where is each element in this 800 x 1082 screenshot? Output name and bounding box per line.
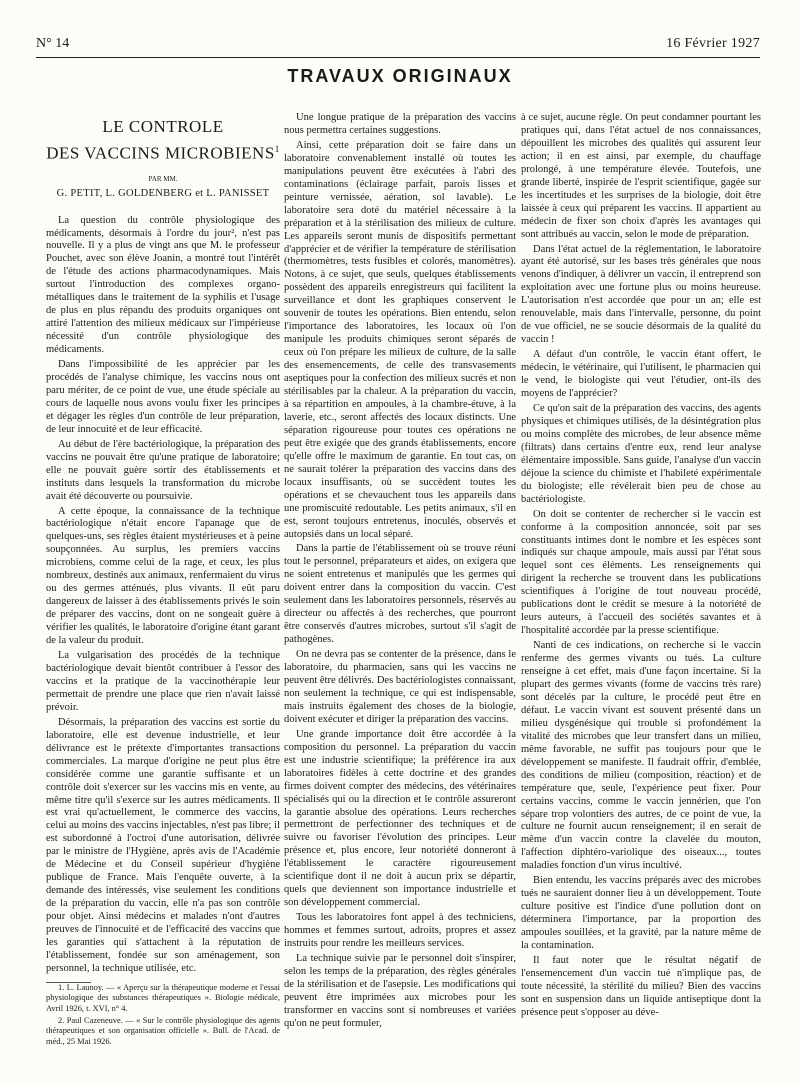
issue-date: 16 Février 1927: [666, 36, 760, 51]
running-header: [36, 36, 760, 56]
paragraph: Il faut noter que le résultat négatif de l'ensemencement d'un vaccin tué n'implique pas, de toute nécessité, la stérilité du milieu? Bien des vaccins sont en suspension dans un liquide antiseptique dont la présence peut s'opposer au déve-: [521, 955, 761, 1018]
paragraph: On ne devra pas se contenter de la présence, dans le laboratoire, du pharmacien, sans qui les vaccins ne peuvent être délivrés. Des bactériologistes connaissant, non seulement la technique, ce qui est indispensable, mais instruits également des choses de la biologie, doivent exécuter et diriger la préparation des vaccins.: [284, 649, 516, 725]
paragraph: Une grande importance doit être accordée à la composition du personnel. La préparation du vaccin est une industrie scientifique; la préférence ira aux laboratoires fidèles à cette doctrine et des grandes firmes doivent compter des médecins, des vétérinaires spécialisés qui ou la direction et le contrôle assureront la garantie absolue des opérations. Leurs recherches permettront de perfectionner des techniques et de suivre ou favoriser l'évolution des principes. Leur présence et, plus encore, leur notoriété donneront à l'établissement le caractère rigoureusement scientifique dont il ne doit à aucun prix se départir, quels que deviennent son importance industrielle et son développement commercial.: [284, 728, 516, 909]
paragraph: Au début de l'ère bactériologique, la préparation des vaccins ne pouvait être qu'une pratique de laboratoire; elle ne pouvait guère sortir des établissements et instituts dans lesquels la transformation du microbe avait été découverte ou poursuivie.: [46, 438, 280, 502]
paragraph: Dans l'impossibilité de les apprécier par les procédés de l'analyse chimique, les vaccins nous ont paru mériter, de ce point de vue, une étude spéciale au cours de laquelle nous avons voulu fixer les principes et dégager les règles d'un contrôle de leur préparation, de leur innocuité et de leur efficacité.: [46, 359, 280, 435]
section-title: TRAVAUX ORIGINAUX: [287, 66, 513, 86]
authors: G. PETIT, L. GOLDENBERG et L. PANISSET: [56, 187, 270, 199]
paragraph: A défaut d'un contrôle, le vaccin étant offert, le médecin, le vétérinaire, qui l'utilisent, le pharmacien qui le vend, le biologiste qui veut l'étudier, ont-ils des moyens de l'apprécier?: [521, 349, 761, 400]
byline-par: PAR MM.: [148, 174, 178, 183]
paragraph: Désormais, la préparation des vaccins est sortie du laboratoire, elle est devenue industrielle, et leur délivrance est le prétexte d'importantes transactions commerciales. La marque d'origine ne peut plus être considérée comme une garantie suffisante et un contrôle doit s'exercer sur les vaccins mis en vente, au même titre qu'il s'exerce sur les autres médicaments. Il est vrai qu'actuellement, le commerce des vaccins, celui au moins des vaccins injectables, n'est pas libre; il est subordonné à l'octroi d'une autorisation, délivrée par le ministre de l'Hygiène, après avis de l'Académie de Médecine et du Conseil supérieur d'hygiène publique de France. Mais l'enquête ouverte, à la demande des intéressés, vise seulement les conditions de la préparation du vaccin, elle n'a pas son contrôle pour objet. Ainsi médecins et malades n'ont d'autres preuves de l'innocuité et de l'efficacité des vaccins que les garanties qui s'attachent à la réputation de l'établissement, fondée sur son aménagement, son personnel, la technique utilisée, etc.: [46, 716, 280, 974]
paragraph: Bien entendu, les vaccins préparés avec des microbes tués ne sauraient donner lieu à un développement. Toute culture positive est l'indice d'une pollution dont on déterminera l'importance, par la proportion des ampoules souillées, et la gravité, par la nature même de la contamination.: [521, 875, 761, 952]
paragraph: La vulgarisation des procédés de la technique bactériologique devait bientôt contribuer à l'essor des vaccins et la pratique de la vaccinothérapie leur permettait de prendre une place que rien n'avait laissé prévoir.: [46, 650, 280, 713]
paragraph: à ce sujet, aucune règle. On peut condamner pourtant les pratiques qui, dans l'état actuel de nos connaissances, dépouillent les microbes des qualités qui assurent leur action; il en est ainsi, par exemple, du chauffage prolongé, à une température élevée. Toutefois, une grande liberté, inspirée de l'esprit scientifique, gagée sur les incertitudes et les surprises de la biologie, doit être laissée à ceux qui préparent les vaccins. Il appartient au médecin de fixer son choix d'après les avantages qui sont attribués au vaccin, selon le mode de préparation.: [521, 112, 761, 240]
footnote: 2. Paul Cazeneuve. — « Sur le contrôle physiologique des agents thérapeutiques et son organisation officielle ». Bull. de l'Acad. de méd., 25 Mai 1926.: [46, 1016, 280, 1046]
paragraph: Dans la partie de l'établissement où se trouve réuni tout le personnel, préparateurs et aides, on exigera que ne soient entretenus et manipulés que les germes qui doivent entrer dans la composition du vaccin. C'est seulement dans les laboratoires personnels, réservés au directeur ou affectés à des recherches, que pourront être conservés d'autres microbes, surtout s'il s'agit de pathogènes.: [284, 543, 516, 646]
article-title-line-1: LE CONTROLE: [102, 117, 224, 136]
issue-number: N° 14: [36, 36, 70, 51]
paragraph: Dans l'état actuel de la réglementation, le laboratoire ayant été autorisé, sur les bases très générales que nous venons d'indiquer, à délivrer un vaccin, il entreprend son exploitation avec une fortune plus ou moins heureuse. L'autorisation n'est accordée que pour un an; elle est renouvelable, mais dans l'intervalle, personne, du point de vue officiel, ne se soucie désormais de la qualité du vaccin !: [521, 243, 761, 346]
paragraph: Ce qu'on sait de la préparation des vaccins, des agents physiques et chimiques utilisés, de la désintégration plus ou moins complète des microbes, de leur absence même (filtrats) dans certains d'entre eux, rend leur analyse élémentaire impossible. Sans guide, l'analyse d'un vaccin déjoue la science du chimiste et l'habileté expérimentale du biologiste; elle révélerait bien peu de chose au bactériologiste.: [521, 402, 761, 505]
paragraph: La question du contrôle physiologique des médicaments, désormais à l'ordre du jour², n'est pas nouvelle. Il y a plus de vingt ans que M. le professeur Pouchet, avec son élève Joanin, a montré tout l'intérêt de l'étude des actions pharmacodynamiques. Mais surtout l'introduction des complexes organo-métalliques dans le traitement de la syphilis et l'usage de plus en plus répandu des produits organiques ont attiré l'attention des milieux médicaux sur l'impérieuse nécessité d'un contrôle physiologique des médicaments.: [46, 214, 280, 356]
title-footnote-marker: 1: [274, 144, 280, 154]
article-title-line-2: DES VACCINS MICROBIENS: [46, 143, 275, 163]
header-rule: [36, 57, 760, 58]
paragraph: On doit se contenter de rechercher si le vaccin est conforme à la composition annoncée, soit par ses constituants intimes dont le nombre et les espèces sont indiqués sur chaque ampoule, mais aussi par l'état sous lequel sont ces éléments. Les renseignements qui dirigent la recherche se trouvent dans les publications scientifiques à l'origine de tout nouveau procédé, publications dont le crédit se mesure à la notoriété de leurs auteurs, à l'accueil des sociétés savantes et à l'hospitalité accordée par la presse scientifique.: [521, 508, 761, 637]
footnote: 1. L. Launoy. — « Aperçu sur la thérapeutique moderne et l'essai physiologique des substances thérapeutiques ». Biologie médicale, Avril 1926, t. XVI, n° 4.: [46, 982, 280, 1013]
column-2: [284, 112, 516, 1072]
paragraph: Ainsi, cette préparation doit se faire dans un laboratoire convenablement installé où toutes les manipulations peuvent être exécutées à l'abri des contaminations (éclairage parfait, parois lisses et peinture vernissée, aération, sol lavable). Le laboratoire sera doté du matériel nécessaire à la préparation et à la stérilisation des milieux de culture. Les appareils seront munis de dispositifs permettant d'apprécier et de vérifier la température de stérilisation (thermomètres, tests fusibles et colorés, manomètres). Notons, à ce sujet, que seuls, quelques établissements possèdent des appareils enregistreurs qui facilitent la surveillance et dont les graphiques conservent le souvenir de toutes les opérations. Bien entendu, selon l'importance des laboratoires, les locaux où l'on manipule les produits chimiques seront séparés de ceux où l'on prépare les milieux de culture, de la salle des ensemencements, de celle des transvasements aseptiques pour la confection des milieux sucrés et non stérilisables par la chaleur. A la préparation du vaccin, à sa répartition en ampoules, à la chambre-étuve, à la laverie, etc., seront affectés des locaux distincts. Une séparation rigoureuse pour toutes ces opérations ne peut être exigée que des grands établissements, encore qu'elle offre le maximum de garantie. En tout cas, on ne saurait tolérer la préparation des vaccins dans des locaux insuffisants, où se succèdent toutes les opérations et se chevauchent tous les appareils dans une promiscuité redoutable. Les petits animaux, s'il en est, seront toujours entretenus, inoculés, observés et autopsiés dans un local séparé.: [284, 139, 516, 540]
article-title: [46, 116, 280, 165]
paragraph: La technique suivie par le personnel doit s'inspirer, selon les temps de la préparation, des règles générales de la stérilisation et de l'asepsie. Les modifications qui peuvent être imprimées aux microbes pour les transformer en vaccins sont si nombreuses et variées qu'on ne peut formuler,: [284, 953, 516, 1029]
paragraph: A cette époque, la connaissance de la technique bactériologique n'était encore l'apanage que de quelques-uns, ses règles étaient mystérieuses et à peine soupçonnées. Au surplus, les premiers vaccins microbiens, comme celui de la rage, et ceux, les plus nombreux, destinés aux animaux, renfermaient du virus ou des germes atténués, plus vivants. Il eût paru dangereux de laisser à des établissements privés le soin de préparer des vaccins, dont on ne songeait guère à vérifier les qualités, le laboratoire d'origine étant garant de la valeur du produit.: [46, 505, 280, 647]
paragraph: Nanti de ces indications, on recherche si le vaccin renferme des germes vivants ou tués. La culture renseigne à cet effet, mais d'une façon incertaine. Si la plupart des germes vivants (forme de vaccins très rare) sont décelés par la culture, le procédé peut être en défaut. Le vaccin vivant est souvent présenté dans un milieu dysgénésique qui trouble si profondément la vitalité des microbes que leur transfert dans un milieu, même favorable, ne suffit pas toujours pour que le développement se manifeste. Il faudrait offrir, d'emblée, des conditions de milieu (composition, réaction) et de température que, seule, l'expérience peut fixer. Pour certains vaccins, comme le vaccin jennérien, que l'on sépare trop volontiers des autres, de ce point de vue, la culture ne fournit aucun renseignement; il en serait de même d'un vaccin contre la clavelée du mouton, l'affection diphtéro-variolique des oiseaux..., toutes maladies fonction d'un virus incultivé.: [521, 640, 761, 872]
column-1: [46, 112, 280, 1072]
column-3: [521, 112, 761, 1072]
paragraph: Une longue pratique de la préparation des vaccins nous permettra certaines suggestions.: [284, 112, 516, 136]
paragraph: Tous les laboratoires font appel à des techniciens, hommes et femmes surtout, adroits, propres et assez instruits pour rendre les meilleurs services.: [284, 912, 516, 950]
